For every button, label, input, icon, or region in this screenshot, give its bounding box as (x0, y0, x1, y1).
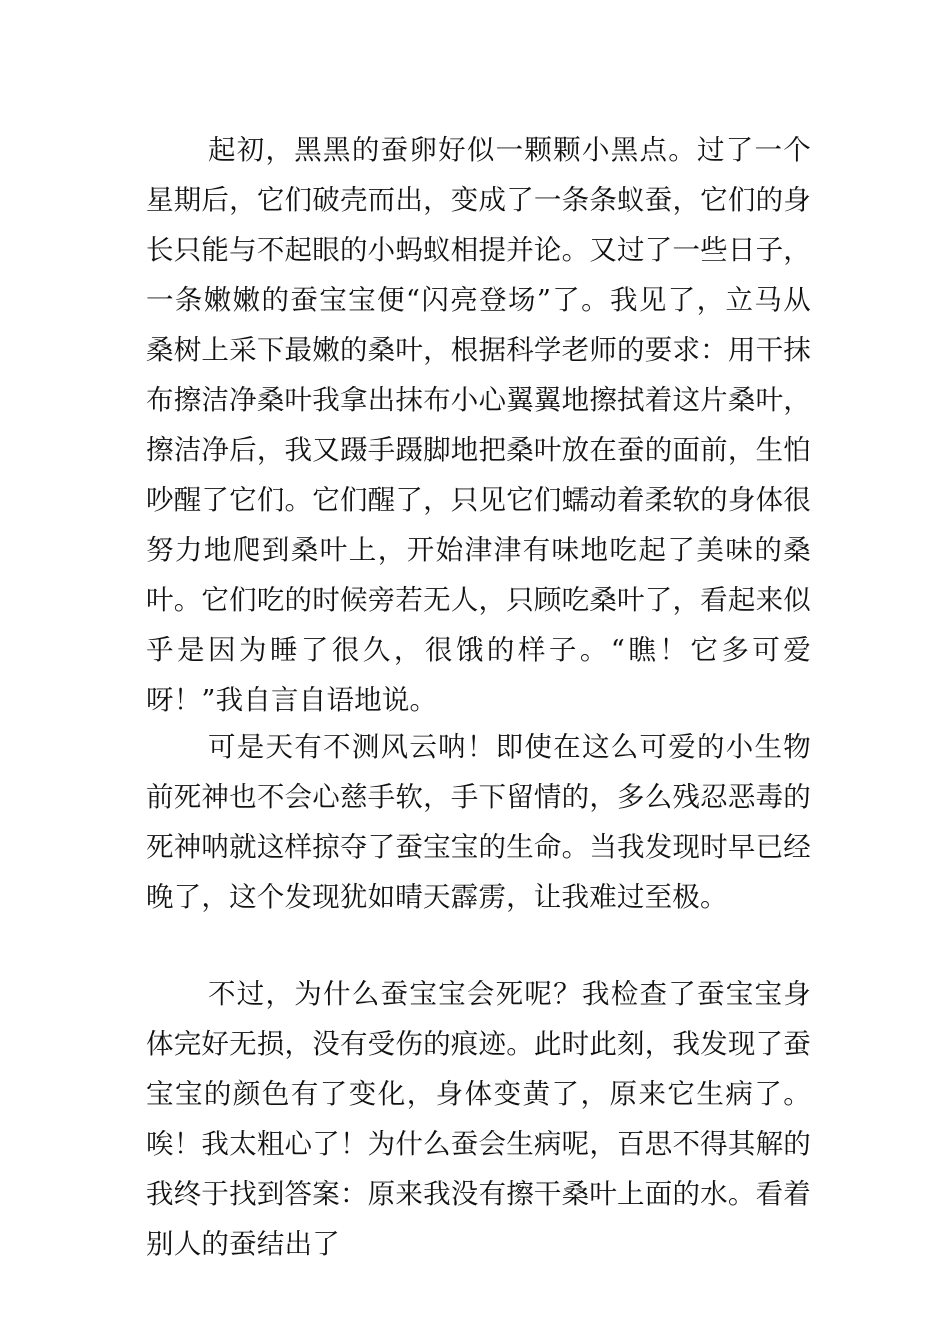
paragraph-3: 不过，为什么蚕宝宝会死呢？我检查了蚕宝宝身体完好无损，没有受伤的痕迹。此时此刻，我发现了蚕宝宝的颜色有了变化，身体变黄了，原来它生病了。唉！我太粗心了！为什么蚕会生病呢，百思不得其解的我终于找到答案：原来我没有擦干桑叶上面的水。看着别人的蚕结出了 (146, 978, 811, 1260)
paragraph-1: 起初，黑黑的蚕卵好似一颗颗小黑点。过了一个星期后，它们破壳而出，变成了一条条蚁蚕，它们的身长只能与不起眼的小蚂蚁相提并论。又过了一些日子，一条嫩嫩的蚕宝宝便“闪亮登场”了。我见了，立马从桑树上采下最嫩的桑叶，根据科学老师的要求：用干抹布擦洁净桑叶我拿出抹布小心翼翼地擦拭着这片桑叶，擦洁净后，我又蹑手蹑脚地把桑叶放在蚕的面前，生怕吵醒了它们。它们醒了，只见它们蠕动着柔软的身体很努力地爬到桑叶上，开始津津有味地吃起了美味的桑叶。它们吃的时候旁若无人，只顾吃桑叶了，看起来似乎是因为睡了很久，很饿的样子。“瞧！它多可爱呀！”我自言自语地说。 (146, 134, 811, 716)
paragraph-2: 可是天有不测风云呐！即使在这么可爱的小生物前死神也不会心慈手软，手下留情的，多么残忍恶毒的死神呐就这样掠夺了蚕宝宝的生命。当我发现时早已经晚了，这个发现犹如晴天霹雳，让我难过至极。 (146, 731, 811, 913)
